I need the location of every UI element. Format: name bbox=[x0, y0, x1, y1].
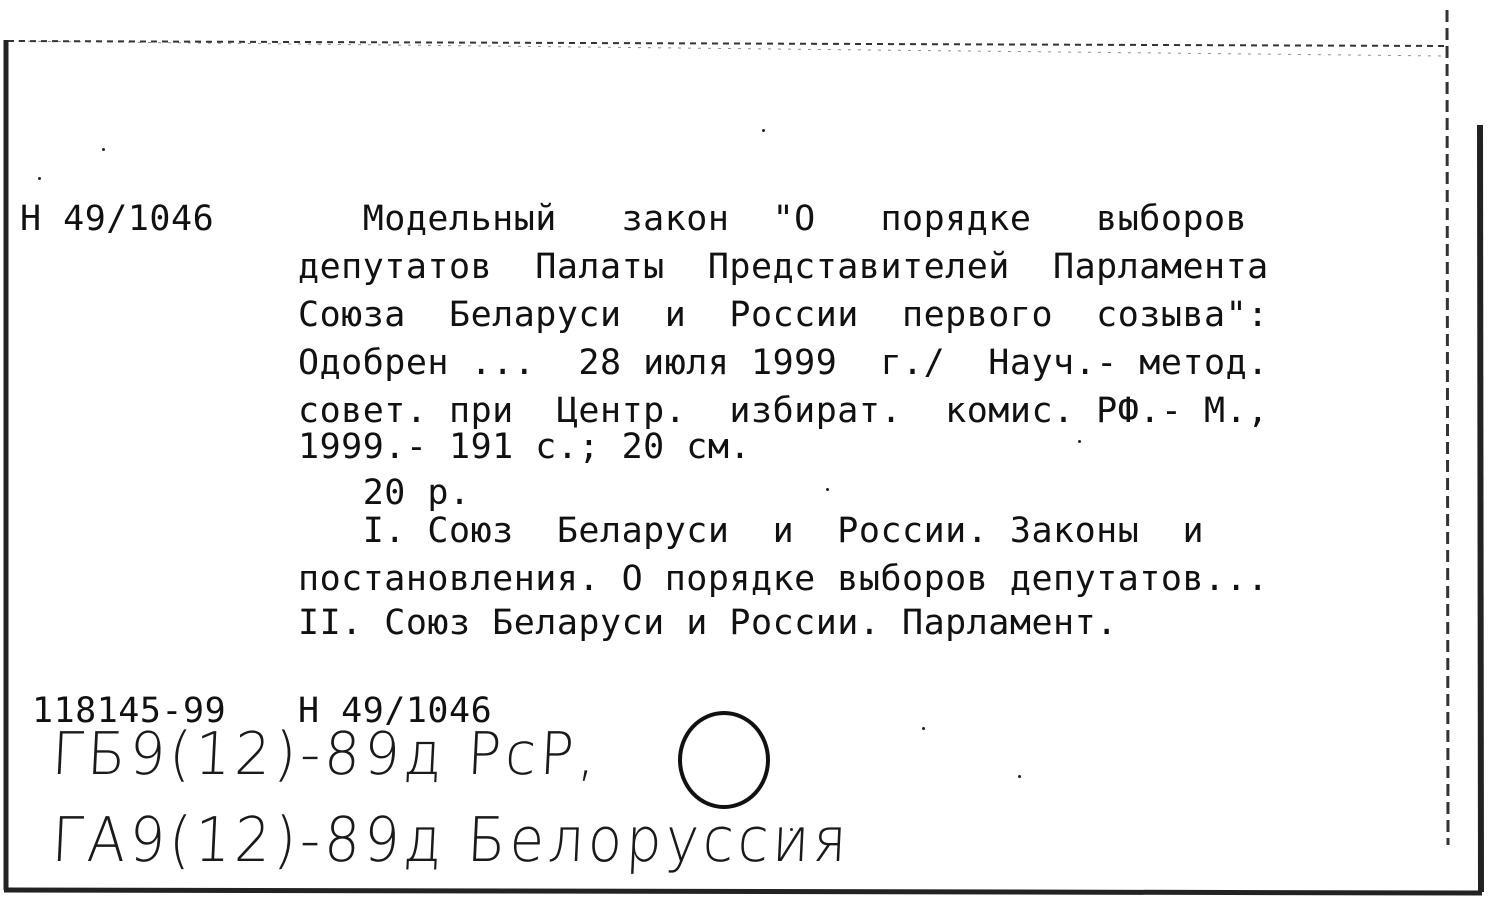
speck bbox=[762, 129, 765, 132]
call-number: Н 49/1046 bbox=[20, 199, 215, 239]
inventory-number: 118145-99 bbox=[32, 691, 227, 731]
subject-heading-line: I. Союз Беларуси и России. Законы и bbox=[298, 511, 1205, 551]
speck bbox=[102, 148, 105, 151]
pencil-circle-mark bbox=[680, 713, 768, 807]
handwritten-classification-2: ГА9(12)-89д Белоруссия bbox=[50, 804, 853, 877]
speck bbox=[1018, 775, 1021, 778]
speck bbox=[38, 177, 41, 180]
subject-heading-line: постановления. О порядке выборов депутатов... bbox=[298, 559, 1269, 599]
description-line: 1999.- 191 с.; 20 см. bbox=[298, 427, 752, 467]
speck bbox=[922, 727, 925, 730]
speck bbox=[1078, 440, 1081, 443]
description-line: депутатов Палаты Представителей Парламента bbox=[298, 247, 1269, 287]
handwritten-classification-1: ГБ9(12)-89д РсР, bbox=[50, 720, 602, 789]
subject-heading-line: II. Союз Беларуси и России. Парламент. bbox=[298, 603, 1118, 643]
description-line: Одобрен ... 28 июля 1999 г./ Науч.- метод. bbox=[298, 343, 1269, 383]
speck bbox=[826, 488, 829, 491]
footer-call-number: Н 49/1046 bbox=[298, 691, 493, 731]
description-line: совет. при Центр. избират. комис. РФ.- М., bbox=[298, 391, 1269, 431]
price: 20 р. bbox=[298, 473, 471, 513]
description-line: Союза Беларуси и России первого созыва": bbox=[298, 295, 1269, 335]
description-line: Модельный закон "О порядке выборов bbox=[298, 199, 1248, 239]
